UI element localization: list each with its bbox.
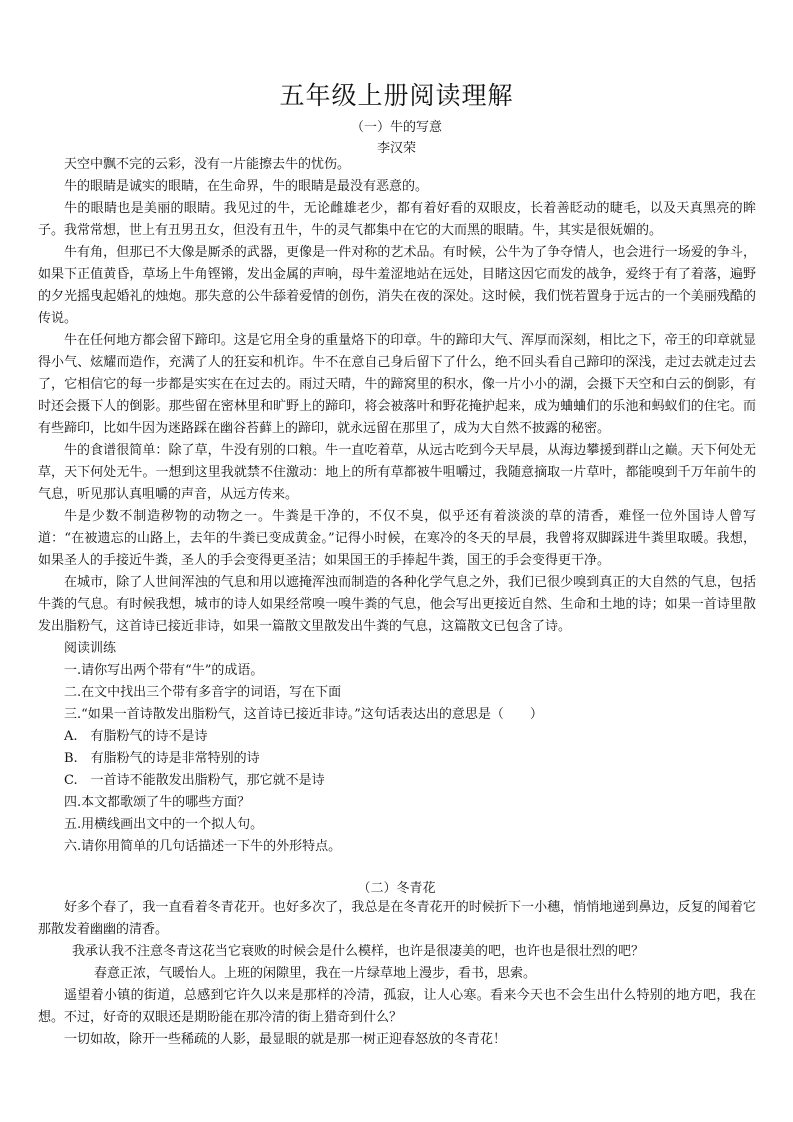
s1-paragraph-6: 牛的食谱很简单：除了草，牛没有别的口粮。牛一直吃着草，从远古吃到今天早晨，从海边攀援到群山之巅。天下何处无草，天下何处无牛。一想到这里我就禁不住激动：地上的所有草都被牛咀嚼过，我随意摘取一片草叶，都能嗅到千万年前牛的气息，听见那认真咀嚼的声音，从远方传来。 [38, 443, 756, 502]
question-3: 三.“如果一首诗散发出脂粉气，这首诗已接近非诗。”这句话表达出的意思是（ ） [64, 707, 543, 722]
s1-paragraph-4: 牛有角，但那已不大像是厮杀的武器，更像是一件对称的艺术品。有时候，公牛为了争夺情人，也会进行一场爱的争斗，如果下正值黄昏，草场上牛角铿锵，发出金属的声响，母牛羞涩地站在远处，目睹这因它而发的战争，爱终于有了着落，遍野的夕光摇曳起婚礼的烛炮。那失意的公牛舔着爱情的创伤，消失在夜的深处。这时候，我们恍若置身于远古的一个美丽残酷的传说。 [38, 245, 756, 326]
s1-paragraph-3: 牛的眼睛也是美丽的眼睛。我见过的牛，无论雌雄老少，都有着好看的双眼皮，长着善眨动的睫毛，以及天真黑亮的眸子。我常常想，世上有丑男丑女，但没有丑牛，牛的灵气都集中在它的大而黑的眼睛。牛，其实是很妩媚的。 [38, 201, 756, 238]
exercise-heading: 阅读训练 [64, 641, 117, 656]
s2-paragraph-1: 好多个春了，我一直看着冬青花开。也好多次了，我总是在冬青花开的时候折下一小穗，悄悄地递到鼻边，反复的闻着它那散发着幽幽的清香。 [38, 900, 756, 937]
question-3-option-b: B. 有脂粉气的诗是非常特别的诗 [64, 751, 260, 766]
page-title: 五年级上册阅读理解 [279, 81, 514, 110]
question-1: 一.请你写出两个带有“牛”的成语。 [64, 663, 264, 678]
question-5: 五.用横线画出文中的一个拟人句。 [64, 817, 264, 832]
question-3-option-c: C. 一首诗不能散发出脂粉气，那它就不是诗 [64, 773, 325, 788]
section2-heading: （二）冬青花 [357, 881, 436, 896]
section1-author: 李汉荣 [376, 141, 416, 156]
s1-paragraph-2: 牛的眼睛是诚实的眼睛，在生命界，牛的眼睛是最没有恶意的。 [64, 179, 429, 194]
question-4: 四.本文都歌颂了牛的哪些方面？ [64, 795, 251, 810]
s1-paragraph-5: 牛在任何地方都会留下蹄印。这是它用全身的重量烙下的印章。牛的蹄印大气、浑厚而深刻，相比之下，帝王的印章就显得小气、炫耀而造作，充满了人的狂妄和机诈。牛不在意自己身后留下了什么，绝不回头看自己蹄印的深浅，走过去就走过去了，它相信它的每一步都是实实在在过去的。雨过天晴，牛的蹄窝里的积水，像一片小小的湖，会摄下天空和白云的倒影，有时还会摄下人的倒影。那些留在密林里和旷野上的蹄印，将会被落叶和野花掩护起来，成为蛐蛐们的乐池和蚂蚁们的住宅。而有些蹄印，比如牛因为迷路踩在幽谷苔藓上的蹄印，就永远留在那里了，成为大自然不披露的秘密。 [38, 333, 756, 436]
s1-paragraph-8: 在城市，除了人世间浑浊的气息和用以遮掩浑浊而制造的各种化学气息之外，我们已很少嗅到真正的大自然的气息，包括牛粪的气息。有时候我想，城市的诗人如果经常嗅一嗅牛粪的气息，他会写出更接近自然、生命和土地的诗；如果一首诗里散发出脂粉气，这首诗已接近非诗，如果一篇散文里散发出牛粪的气息，这篇散文已包含了诗。 [38, 575, 756, 634]
s2-paragraph-4: 遥望着小镇的街道，总感到它许久以来是那样的冷清，孤寂，让人心寒。看来今天也不会生出什么特别的地方吧，我在想。不过，好奇的双眼还是期盼能在那冷清的街上猎奇到什么？ [38, 988, 756, 1025]
s2-paragraph-2: 我承认我不注意冬青这花当它衰败的时候会是什么模样，也许是很凄美的吧，也许也是很壮烈的吧？ [72, 944, 645, 959]
s1-paragraph-7: 牛是少数不制造秽物的动物之一。牛粪是干净的，不仅不臭，似乎还有着淡淡的草的清香，难怪一位外国诗人曾写道：“在被遗忘的山路上，去年的牛粪已变成黄金。”记得小时候，在寒冷的冬天的早晨，我曾将双脚踩进牛粪里取暖。我想，如果圣人的手接近牛粪，圣人的手会变得更圣洁；如果国王的手捧起牛粪，国王的手会变得更干净。 [38, 509, 756, 568]
s1-paragraph-1: 天空中飘不完的云彩，没有一片能擦去牛的忧伤。 [64, 157, 351, 172]
question-2: 二.在文中找出三个带有多音字的词语，写在下面 [64, 685, 342, 700]
question-6: 六.请你用简单的几句话描述一下牛的外形特点。 [64, 839, 342, 854]
question-3-option-a: A. 有脂粉气的诗不是诗 [64, 729, 208, 744]
s2-paragraph-3: 春意正浓，气暖怡人。上班的闲隙里，我在一片绿草地上漫步，看书，思索。 [94, 966, 537, 981]
section1-heading: （一）牛的写意 [350, 120, 442, 135]
s2-paragraph-5: 一切如故，除开一些稀疏的人影，最显眼的就是那一树正迎春怒放的冬青花！ [64, 1032, 507, 1047]
